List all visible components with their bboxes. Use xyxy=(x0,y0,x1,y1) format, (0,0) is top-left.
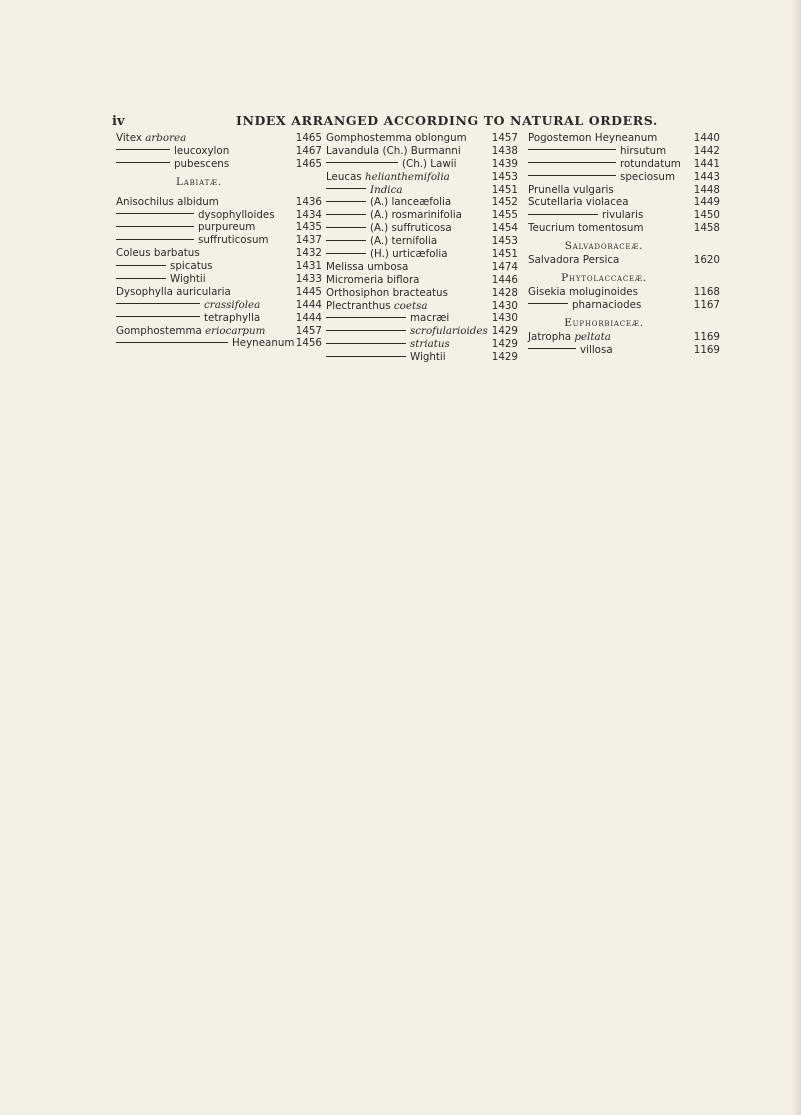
entry-name: leucoxylon xyxy=(174,144,230,157)
page-number: 1437 xyxy=(295,234,322,247)
page-number: 1429 xyxy=(491,351,518,364)
entry-name: tetraphylla xyxy=(204,311,261,324)
page-number: 1435 xyxy=(295,221,322,234)
entry-name: Lavandula (Ch.) Burmanni xyxy=(326,144,461,157)
ditto-dash xyxy=(116,239,194,240)
ditto-dash xyxy=(116,316,200,317)
index-entry xyxy=(326,300,518,313)
page-number: 1442 xyxy=(693,144,720,157)
entry-name: dysophylloides xyxy=(198,208,275,221)
entry-name: Gomphostemma xyxy=(116,324,206,337)
entry-name: Orthosiphon bracteatus xyxy=(326,286,448,299)
index-entry xyxy=(116,260,322,273)
entry-name: hirsutum xyxy=(620,144,667,157)
index-entry xyxy=(528,184,720,197)
ditto-dash xyxy=(528,303,568,304)
page-number: 1457 xyxy=(491,132,518,144)
entry-name: (A.) suffruticosa xyxy=(370,222,452,235)
index-entry xyxy=(326,222,518,235)
ditto-dash xyxy=(326,227,366,228)
entry-name: pharnaciodes xyxy=(572,298,642,311)
ditto-dash xyxy=(528,162,616,163)
index-entry xyxy=(116,273,322,286)
index-column-1 xyxy=(116,132,322,350)
index-entry xyxy=(528,171,720,184)
index-entry xyxy=(116,196,322,209)
order-heading: Phytolaccaceæ. xyxy=(561,272,647,285)
ditto-dash xyxy=(116,149,170,150)
page-number: 1451 xyxy=(491,183,518,196)
ditto-dash xyxy=(116,303,200,304)
page-number: 1465 xyxy=(295,157,322,170)
index-entry xyxy=(116,234,322,247)
ditto-dash xyxy=(326,162,398,163)
entry-name: Salvadora Persica xyxy=(528,254,620,267)
order-heading: Salvadoraceæ. xyxy=(564,240,644,253)
page-number: 1445 xyxy=(295,285,322,298)
entry-name: Heyneanum xyxy=(232,337,295,350)
index-entry xyxy=(528,222,720,235)
entry-name: Plectranthus xyxy=(326,299,394,312)
entry-name: Melissa umbosa xyxy=(326,260,409,273)
page-number: 1440 xyxy=(693,132,720,144)
index-entry xyxy=(326,261,518,274)
page-number: 1430 xyxy=(491,312,518,325)
page-number: 1474 xyxy=(491,260,518,273)
index-entry xyxy=(528,299,720,312)
entry-name: Teucrium tomentosum xyxy=(528,222,644,235)
index-entry xyxy=(528,145,720,158)
entry-name: (A.) ternifolia xyxy=(370,235,438,248)
index-entry xyxy=(116,158,322,171)
page-number: 1454 xyxy=(491,222,518,235)
index-entry xyxy=(326,196,518,209)
index-entry xyxy=(116,325,322,338)
entry-name: Coleus barbatus xyxy=(116,247,200,260)
running-head: INDEX ARRANGED ACCORDING TO NATURAL ORDERS. xyxy=(236,113,658,128)
index-entry xyxy=(116,299,322,312)
page-number: 1450 xyxy=(693,209,720,222)
entry-name: speciosum xyxy=(620,170,675,183)
index-entry xyxy=(528,209,720,222)
entry-name: Vitex xyxy=(116,132,146,144)
index-entry xyxy=(326,248,518,261)
ditto-dash xyxy=(326,356,406,357)
index-entry xyxy=(116,132,322,145)
entry-name: Jatropha xyxy=(528,330,575,343)
index-entry xyxy=(116,286,322,299)
page-number: 1439 xyxy=(491,157,518,170)
index-entry xyxy=(326,274,518,287)
index-entry xyxy=(528,254,720,267)
ditto-dash xyxy=(116,162,170,163)
order-heading: Euphorbiaceæ. xyxy=(564,316,644,329)
ditto-dash xyxy=(326,188,366,189)
page-number: 1429 xyxy=(491,338,518,351)
page-number: 1169 xyxy=(693,330,720,343)
ditto-dash xyxy=(528,214,598,215)
ditto-dash xyxy=(326,240,366,241)
index-entry xyxy=(116,247,322,260)
index-entry xyxy=(326,184,518,197)
page-number: 1448 xyxy=(693,183,720,196)
page-number: 1443 xyxy=(693,170,720,183)
ditto-dash xyxy=(528,149,616,150)
page-number: 1446 xyxy=(491,273,518,286)
entry-name: spicatus xyxy=(170,260,213,273)
page-number: 1436 xyxy=(295,195,322,208)
page-number: 1430 xyxy=(491,299,518,312)
index-entry xyxy=(326,145,518,158)
index-entry xyxy=(528,344,720,357)
entry-name: (Ch.) Lawii xyxy=(402,157,457,170)
ditto-dash xyxy=(116,278,166,279)
entry-name-italic: arborea xyxy=(145,132,187,144)
index-entry xyxy=(116,337,322,350)
entry-name: purpureum xyxy=(198,221,256,234)
ditto-dash xyxy=(528,175,616,176)
index-entry xyxy=(528,331,720,344)
entry-name-italic: coetsa xyxy=(393,299,428,312)
page-edge-shadow xyxy=(791,0,801,1115)
page-number: 1457 xyxy=(295,324,322,337)
index-entry xyxy=(326,312,518,325)
page-number: 1431 xyxy=(295,260,322,273)
ditto-dash xyxy=(326,201,366,202)
page-folio: iv xyxy=(112,114,125,129)
page-number: 1444 xyxy=(295,298,322,311)
page-number: 1465 xyxy=(295,132,322,144)
page-number: 1433 xyxy=(295,273,322,286)
ditto-dash xyxy=(116,213,194,214)
index-entry xyxy=(116,209,322,222)
page-number: 1620 xyxy=(693,254,720,267)
index-entry xyxy=(326,338,518,351)
index-entry xyxy=(326,325,518,338)
page-number: 1434 xyxy=(295,208,322,221)
entry-name: (A.) rosmarinifolia xyxy=(370,209,462,222)
index-entry xyxy=(528,132,720,145)
page-number: 1451 xyxy=(491,248,518,261)
page-number: 1169 xyxy=(693,343,720,356)
entry-name: rotundatum xyxy=(620,157,681,170)
entry-name: Anisochilus albidum xyxy=(116,195,219,208)
index-column-2 xyxy=(326,132,518,364)
entry-name: Leucas xyxy=(326,170,366,183)
entry-name-italic: Indica xyxy=(370,183,403,196)
index-entry xyxy=(528,196,720,209)
entry-name-italic: eriocarpum xyxy=(205,324,266,337)
entry-name-italic: scrofularioides xyxy=(410,325,488,338)
index-entry xyxy=(528,286,720,299)
entry-name: macræi xyxy=(410,312,450,325)
ditto-dash xyxy=(326,317,406,318)
entry-name: pubescens xyxy=(174,157,230,170)
page-number: 1455 xyxy=(491,209,518,222)
index-entry xyxy=(528,158,720,171)
entry-name: Wightii xyxy=(170,273,206,286)
index-entry xyxy=(326,287,518,300)
index-entry xyxy=(326,351,518,364)
ditto-dash xyxy=(326,343,406,344)
page-number: 1441 xyxy=(693,157,720,170)
index-column-3 xyxy=(528,132,720,357)
entry-name-italic: peltata xyxy=(574,330,611,343)
entry-name: Dysophylla auricularia xyxy=(116,285,231,298)
ditto-dash xyxy=(326,214,366,215)
entry-name: Pogostemon Heyneanum xyxy=(528,132,658,144)
ditto-dash xyxy=(116,265,166,266)
ditto-dash xyxy=(326,253,366,254)
entry-name: Micromeria biflora xyxy=(326,273,420,286)
page-number: 1438 xyxy=(491,144,518,157)
index-entry xyxy=(326,209,518,222)
page-number: 1456 xyxy=(295,337,322,350)
entry-name: Gomphostemma oblongum xyxy=(326,132,467,144)
entry-name: villosa xyxy=(580,343,613,356)
page-number: 1429 xyxy=(491,325,518,338)
page-number: 1432 xyxy=(295,247,322,260)
index-entry xyxy=(116,221,322,234)
page-number: 1449 xyxy=(693,196,720,209)
page-number: 1453 xyxy=(491,170,518,183)
index-entry xyxy=(116,145,322,158)
index-entry xyxy=(326,132,518,145)
ditto-dash xyxy=(116,226,194,227)
entry-name: Prunella vulgaris xyxy=(528,183,614,196)
index-entry xyxy=(116,312,322,325)
entry-name-italic: striatus xyxy=(410,338,450,351)
page-number: 1453 xyxy=(491,235,518,248)
index-entry xyxy=(326,235,518,248)
page-number: 1167 xyxy=(693,298,720,311)
ditto-dash xyxy=(326,330,406,331)
entry-name-italic: crassifolea xyxy=(204,298,261,311)
page-number: 1467 xyxy=(295,144,322,157)
page-number: 1428 xyxy=(491,286,518,299)
entry-name: rivularis xyxy=(602,209,644,222)
index-entry xyxy=(326,158,518,171)
ditto-dash xyxy=(116,342,228,343)
entry-name: Wightii xyxy=(410,351,446,364)
entry-name: (A.) lanceæfolia xyxy=(370,196,452,209)
page-number: 1458 xyxy=(693,222,720,235)
ditto-dash xyxy=(528,348,576,349)
page-number: 1168 xyxy=(693,286,720,299)
page-number: 1444 xyxy=(295,311,322,324)
entry-name: (H.) urticæfolia xyxy=(370,248,448,261)
entry-name-italic: helianthemifolia xyxy=(365,170,450,183)
order-heading: Labiatæ. xyxy=(175,175,223,188)
entry-name: Scutellaria violacea xyxy=(528,196,629,209)
entry-name: suffruticosum xyxy=(198,234,269,247)
index-entry xyxy=(326,171,518,184)
entry-name: Gisekia moluginoides xyxy=(528,286,638,299)
page-number: 1452 xyxy=(491,196,518,209)
